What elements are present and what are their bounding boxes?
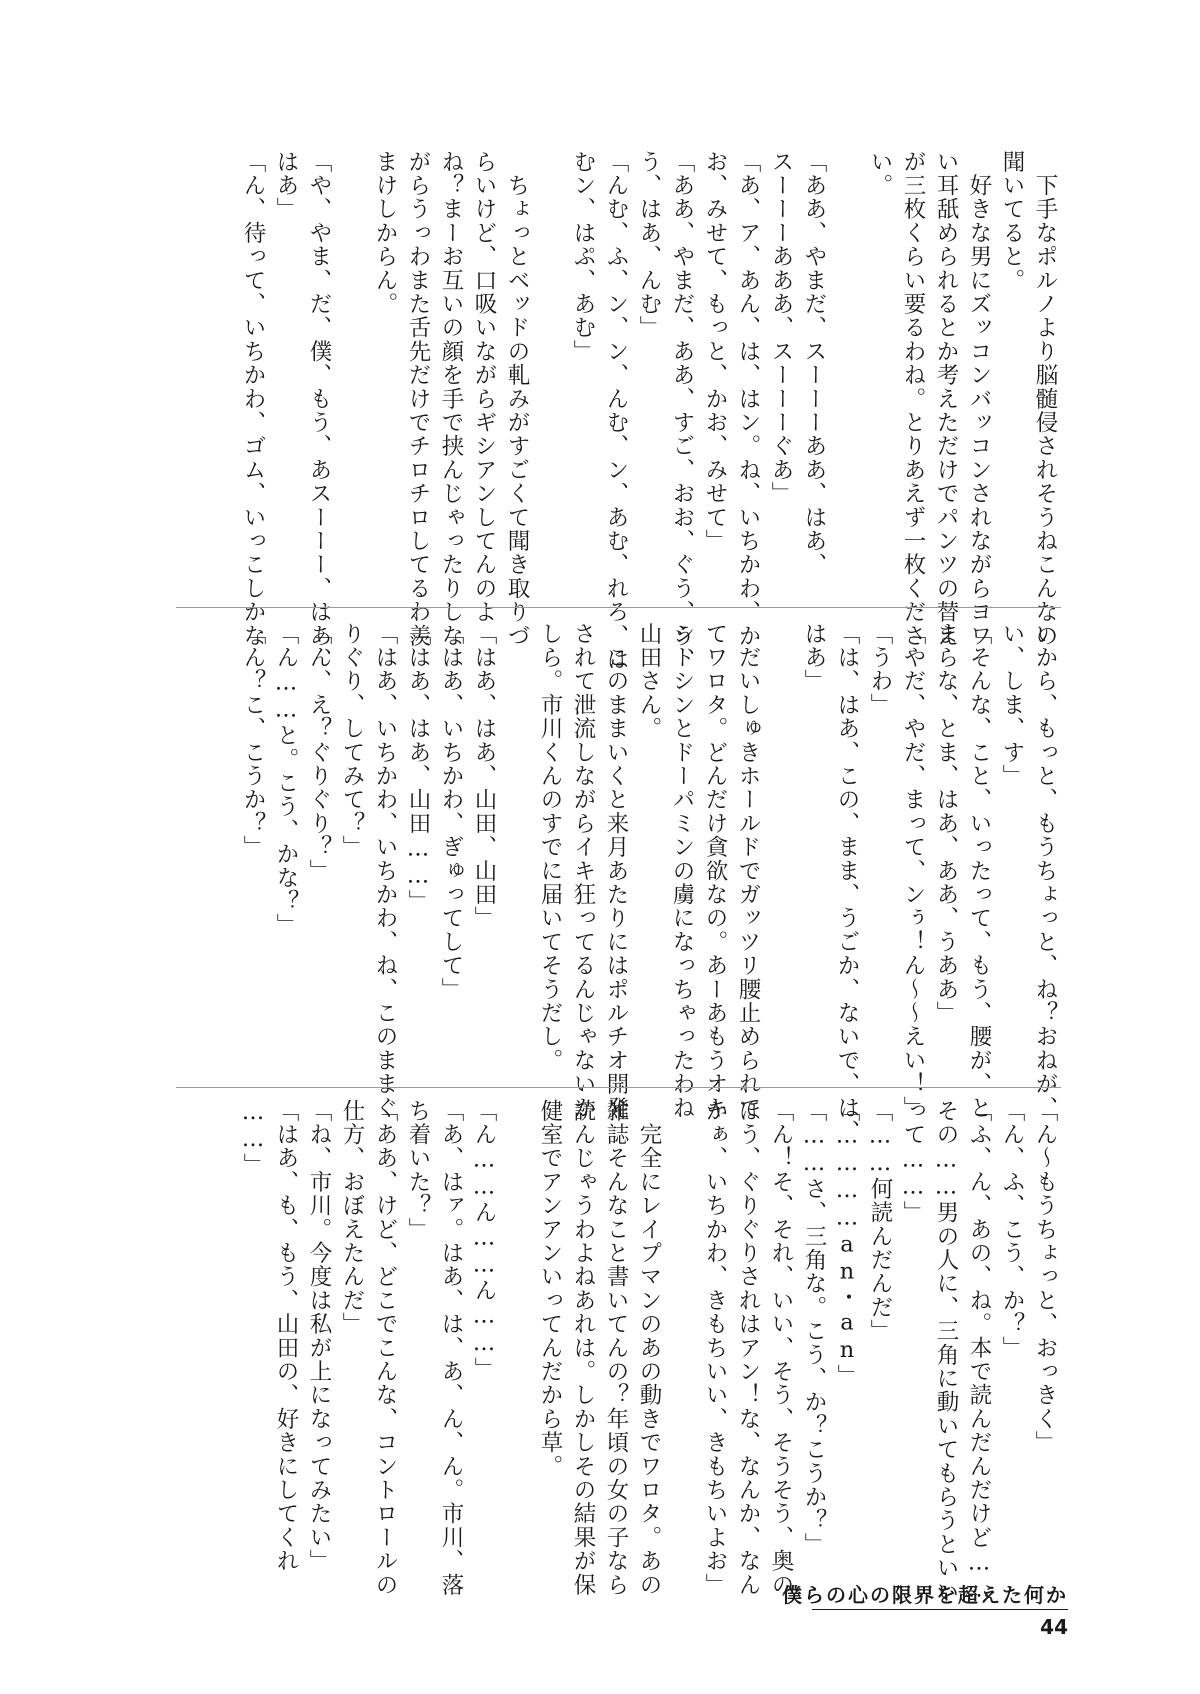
text-column: い、しま、す」 xyxy=(999,622,1025,788)
text-column: 「はあ、も、もう、山田の、好きにしてくれ xyxy=(273,1099,299,1573)
text-column: ……」 xyxy=(240,1099,266,1178)
text-column: ちょっとベッドの軋みがすごくて聞き取りづ xyxy=(504,150,530,648)
text-column: 聞いてると。 xyxy=(999,150,1025,293)
page-number: 44 xyxy=(1040,1615,1068,1639)
text-column xyxy=(500,622,533,1077)
text-column: 「あ、ア、あん、は、はン。ね、いちかわ、か xyxy=(735,150,761,648)
running-title: 僕らの心の限界を超えた何か xyxy=(782,1583,1068,1607)
text-column: 「…………an・an」 xyxy=(834,1099,860,1388)
text-column: 「や、やま、だ、僕、もう、あスーーー、はあ、 xyxy=(306,150,332,672)
text-column: 仕方、おぼえたんだ」 xyxy=(339,1099,365,1336)
text-column: ほう、ぐりぐりされはアン！な、なんか、なん xyxy=(735,1099,761,1597)
text-column: 「ん、待って、いちかわ、ゴム、いっこしかな xyxy=(240,150,266,648)
text-column: が三枚くらい要るわね。とりあえず一枚くださ xyxy=(900,150,926,648)
text-column: かぁ、いちかわ、きもちいい、きもちいよお」 xyxy=(702,1099,728,1597)
text-column: 「そんな、こと、いったって、もう、腰が、と xyxy=(966,622,992,1120)
text-column: このままいくと来月あたりにはポルチオ開発 xyxy=(603,622,629,1120)
text-column: い。 xyxy=(867,150,893,198)
text-column: 「はあ、はあ、山田、山田」 xyxy=(471,622,497,931)
text-column: 「ああ、やまだ、スーーーああ、はあ、 xyxy=(801,150,827,577)
text-column: しら。市川くんのすでに届いてそうだし。 xyxy=(537,622,563,1073)
text-column: 「ん……ん……ん……」 xyxy=(471,1099,497,1381)
text-column: 「……さ、三角な。こう、か？こうか？」 xyxy=(801,1099,827,1557)
text-column: 「んむ、ふ、ン、ン、んむ、ン、あむ、れろ、は xyxy=(603,150,629,672)
text-column: 山田さん。 xyxy=(636,622,662,741)
text-column: お、みせて、もっと、かお、みせて」 xyxy=(702,150,728,553)
text-column: されて泄流しながらイキ狂ってるんじゃないか xyxy=(570,622,596,1120)
text-column: だいしゅきホールドでガッツリ腰止められて xyxy=(735,622,761,1120)
text-column: 「ね、市川。今度は私が上になってみたい」 xyxy=(306,1099,332,1573)
text-column: はあ」 xyxy=(801,622,827,694)
footer-rule xyxy=(812,1609,1068,1610)
text-column: 雑誌そんなこと書いてんの？年頃の女の子なら xyxy=(603,1099,629,1597)
text-column: ね？まーお互いの顔を手で挟んじゃったりしな xyxy=(438,150,464,648)
text-column xyxy=(665,1099,698,1554)
text-column: 「ああ、やまだ、ああ、すご、おお、ぐう、う、 xyxy=(669,150,695,672)
text-column: 「ん～もうちょっと、おっきく」 xyxy=(1032,1099,1058,1455)
text-column xyxy=(533,150,566,605)
text-column: 「ん……と。こう、かな？」 xyxy=(273,622,299,938)
section-divider xyxy=(176,1087,1061,1088)
text-column: 「ん、ふ、こう、か？」 xyxy=(999,1099,1025,1360)
text-column: まらな、とま、はあ、ああ、うああ」 xyxy=(933,622,959,1025)
text-column: はあ」 xyxy=(273,150,299,222)
section-divider xyxy=(176,607,1061,608)
text-column: 「ああ、けど、どこでこんな、コントロールの xyxy=(372,1099,398,1597)
text-column: スーーーあああ、スーーーぐあ」 xyxy=(768,150,794,506)
text-column: 健室でアンアンいってんだから草。 xyxy=(537,1099,563,1479)
text-column: 「はあ、はあ、山田……」 xyxy=(405,622,431,914)
text-column: てワロタ。どんだけ貪欲なの。あーあもうオキ xyxy=(702,622,728,1120)
text-column: りぐり、してみて？」 xyxy=(339,622,365,859)
text-column: 「うわ」 xyxy=(867,622,893,717)
text-column xyxy=(335,150,368,605)
text-column: 下手なポルノより脳髄侵されそうねこんなの xyxy=(1032,150,1058,648)
text-column: らいけど、口吸いながらギシアンしてんのよ xyxy=(471,150,497,624)
text-column: いから、もっと、もうちょっと、ね？おねが、 xyxy=(1032,622,1058,1120)
text-column: その……男の人に、三角に動いてもらうといい xyxy=(933,1099,959,1604)
text-column: 「……何読んだんだ」 xyxy=(867,1099,893,1343)
text-column: 「ん、え？ぐりぐり？」 xyxy=(306,622,332,883)
text-column: 好きな男にズッコンバッコンされながらヨワ xyxy=(966,150,992,648)
text-column: むン、はぷ、あむ」 xyxy=(570,150,596,364)
text-column: ち着いた？」 xyxy=(405,1099,431,1242)
text-column: 完全にレイプマンのあの動きでワロタ。あの xyxy=(636,1099,662,1597)
text-column: 読んじゃうわよねあれは。しかしその結果が保 xyxy=(570,1099,596,1597)
text-column: 「ん！そ、それ、いい、そう、そうそう、奥の xyxy=(768,1099,794,1597)
text-block-middle xyxy=(176,622,1061,1144)
text-column: い耳舐められるとか考えただけでパンツの替え xyxy=(933,150,959,648)
text-column: う、はあ、んむ」 xyxy=(636,150,662,340)
text-column: がらうっわまた舌先だけでチロチロしてるわ羨 xyxy=(405,150,431,648)
text-column: 「はあ、いちかわ、いちかわ、ね、このままぐ xyxy=(372,622,398,1120)
text-column: シトシンとドーパミンの虜になっちゃったわね xyxy=(669,622,695,1120)
text-column: 「あ、はァ。はあ、は、あ、ん、ん。市川、落 xyxy=(438,1099,464,1597)
text-column: 「ん？こ、こうか？」 xyxy=(240,622,266,859)
text-column: 「ふ、ん、あの、ね。本で読んだんだけど…… xyxy=(966,1099,992,1604)
text-column: まけしからん。 xyxy=(372,150,398,316)
text-column xyxy=(830,150,863,605)
text-column: 「はあ、いちかわ、ぎゅってして」 xyxy=(438,622,464,1002)
text-column: 「やだ、やだ、まって、ンぅ！ん～～えい！」 xyxy=(900,622,926,1120)
text-column xyxy=(500,1099,533,1554)
text-column: 「は、はあ、この、まま、うごか、ないで、は、 xyxy=(834,622,860,1144)
text-column: って……」 xyxy=(900,1099,926,1225)
text-column xyxy=(764,622,797,1077)
